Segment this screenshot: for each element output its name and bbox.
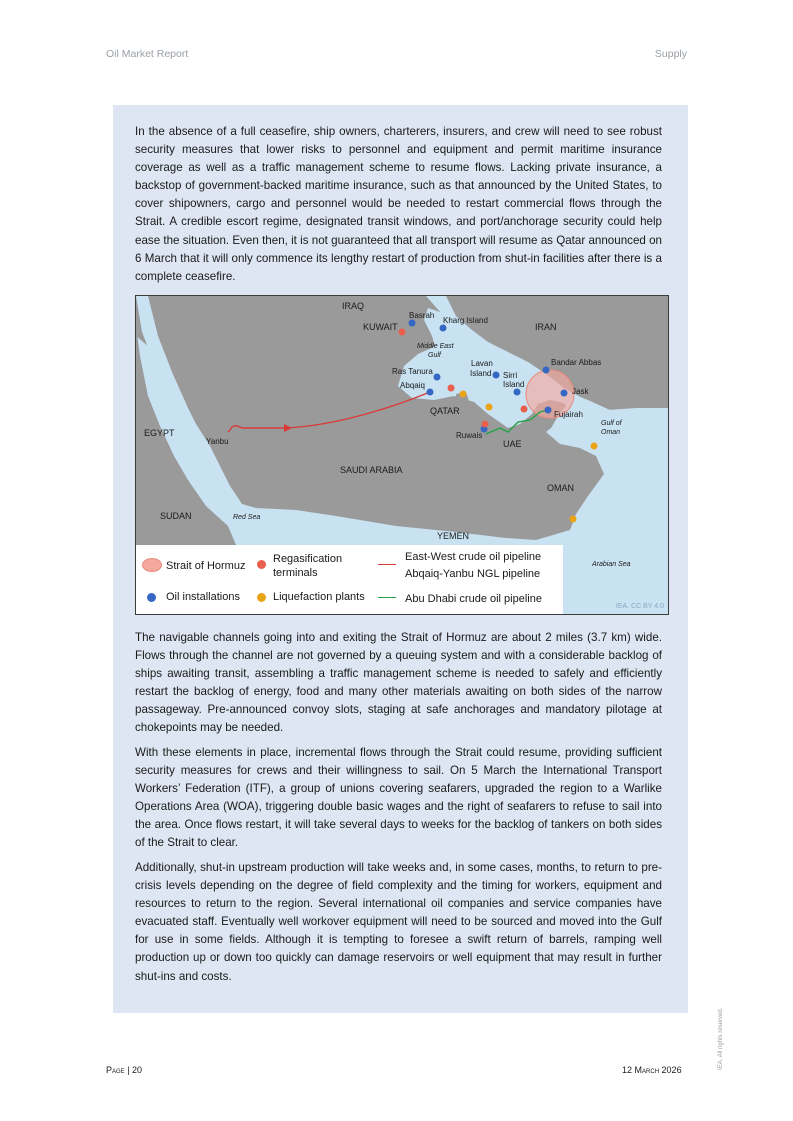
legend-ngl-pipeline: Abqaiq-Yanbu NGL pipeline (405, 568, 541, 580)
label-iraq: IRAQ (342, 301, 365, 311)
lng-oman-south (570, 516, 577, 523)
regas-uae (521, 406, 528, 413)
page-number (106, 1065, 142, 1075)
legend-regas-2: terminals (273, 567, 318, 579)
label-jask: Jask (572, 387, 589, 396)
oil-ras-tanura (434, 374, 441, 381)
section-title: Supply (654, 48, 687, 60)
page-word: Page (106, 1065, 125, 1075)
rights-notice (714, 1002, 728, 1074)
label-ruwais: Ruwais (456, 431, 483, 440)
label-lavan-2: Island (470, 369, 492, 378)
legend-ew-pipeline: East-West crude oil pipeline (405, 551, 542, 563)
date-year: 2026 (661, 1065, 682, 1075)
label-gulf-of-oman-1: Gulf of (601, 420, 622, 427)
label-kuwait: KUWAIT (363, 322, 398, 332)
label-gulf-2: Gulf (428, 352, 441, 359)
label-basrah: Basrah (409, 311, 435, 320)
label-ras-tanura: Ras Tanura (392, 367, 433, 376)
report-title: Oil Market Report (106, 48, 189, 60)
label-red-sea: Red Sea (233, 514, 261, 521)
report-date (622, 1065, 682, 1075)
oil-sirri (514, 389, 521, 396)
red-pipeline-legend-icon (378, 564, 396, 565)
label-sirri-2: Island (503, 380, 525, 389)
label-egypt: EGYPT (144, 428, 175, 438)
label-lavan-1: Lavan (471, 359, 493, 368)
legend-lng: Liquefaction plants (273, 591, 365, 603)
legend-regas-1: Regasification (273, 553, 343, 565)
label-sudan: SUDAN (160, 511, 192, 521)
lng-das (486, 404, 493, 411)
oil-lavan (493, 372, 500, 379)
regas-bahrain (448, 385, 455, 392)
regas-legend-icon (257, 560, 266, 569)
date-month: March (634, 1065, 660, 1075)
regas-ruwais (482, 421, 489, 428)
label-fujairah: Fujairah (554, 410, 583, 419)
label-abqaiq: Abqaiq (400, 381, 425, 390)
rights-text: IEA. All rights reserved. (718, 1007, 724, 1070)
lng-oman-qalhat (591, 443, 598, 450)
oil-basrah (409, 320, 416, 327)
label-yanbu: Yanbu (206, 437, 229, 446)
label-bandar-abbas: Bandar Abbas (551, 358, 602, 367)
label-sirri-1: Sirri (503, 371, 518, 380)
legend-ad-pipeline: Abu Dhabi crude oil pipeline (405, 593, 542, 605)
legend-oil: Oil installations (166, 591, 240, 603)
legend-hormuz: Strait of Hormuz (166, 560, 246, 572)
date-day: 12 (622, 1065, 633, 1075)
label-arabian-sea: Arabian Sea (592, 561, 631, 568)
paragraph: With these elements in place, incremental flows through the Strait could resume, providing sufficient security measures for crews and their willingness to sail. On 5 March the International Transport Workers’ Federation (ITF), a group of unions covering seafarers, upgraded the region to a Warlike Operations Area (WOA), triggering double basic wages and the right of seafarers to refuse to sail into the area. Once flows restart, it will take several days to weeks for the backlog of tankers on both sides of the Strait to clear. (135, 746, 662, 850)
oil-kharg (440, 325, 447, 332)
label-yemen: YEMEN (437, 531, 470, 541)
oil-bandar-abbas (543, 367, 550, 374)
paragraph: Additionally, shut-in upstream production will take weeks and, in some cases, months, to return to pre-crisis levels depending on the degree of field complexity and the timing for workers, equipment and resources to return to the region. Several international oil companies and service companies have evacuated staff. Eventually well workover equipment will need to be sourced and moved into the Gulf for use in some fields. Although it is tempting to foresee a swift return of barrels, ramping well production up or down too quickly can damage reservoirs or well equipment that may result in further shut-ins and costs. (135, 861, 662, 983)
label-iran: IRAN (535, 322, 557, 332)
label-qatar: QATAR (430, 406, 460, 416)
label-saudi-arabia: SAUDI ARABIA (340, 465, 403, 475)
label-kharg: Kharg Island (443, 316, 488, 325)
paragraph: In the absence of a full ceasefire, ship owners, charterers, insurers, and crew will need to see robust security measures that lower risks to personnel and equipment and permit maritime insurance coverage as well as a traffic management scheme to resume flows. Lacking private insurance, a backstop of government-backed maritime insurance, such as that announced by the United States, to cover shipowners, cargo and personnel would be needed to restart commercial flows through the Strait. A credible escort regime, designated transit windows, and port/anchorage security could help ease the situation. Even then, it is not guaranteed that all transport will resume as Qatar announced on 6 March that it will only commence its lengthy restart of production from shut-in facilities after there is a complete ceasefire. (135, 125, 662, 283)
green-pipeline-legend-icon (378, 597, 396, 598)
page-num: | 20 (127, 1065, 143, 1075)
map-legend (136, 545, 563, 614)
label-oman: OMAN (547, 483, 574, 493)
map-credit: IEA. CC BY 4.0 (615, 603, 664, 610)
lng-ras-laffan (460, 391, 467, 398)
regas-kuwait (399, 329, 406, 336)
map-figure (135, 295, 669, 615)
label-gulf-of-oman-2: Oman (601, 429, 621, 436)
oil-abqaiq (427, 389, 434, 396)
label-gulf-1: Middle East (417, 343, 454, 350)
paragraph: The navigable channels going into and exiting the Strait of Hormuz are about 2 miles (3.7 km) wide. Flows through the channel are not governed by a queuing system and with a considerable backlog of ships awaiting transit, assembling a traffic management scheme is needed to safely and efficiently restart the backlog of energy, food and many other materials awaiting on both sides of the narrow passageway. Pre-announced convoy slots, staging at safe anchorages and mandatory pilotage at chokepoints may be needed. (135, 631, 662, 735)
oil-legend-icon (147, 593, 156, 602)
oil-jask (561, 390, 568, 397)
label-uae: UAE (503, 439, 522, 449)
oil-fujairah (545, 407, 552, 414)
lng-legend-icon (257, 593, 266, 602)
hormuz-legend-icon (142, 558, 162, 572)
